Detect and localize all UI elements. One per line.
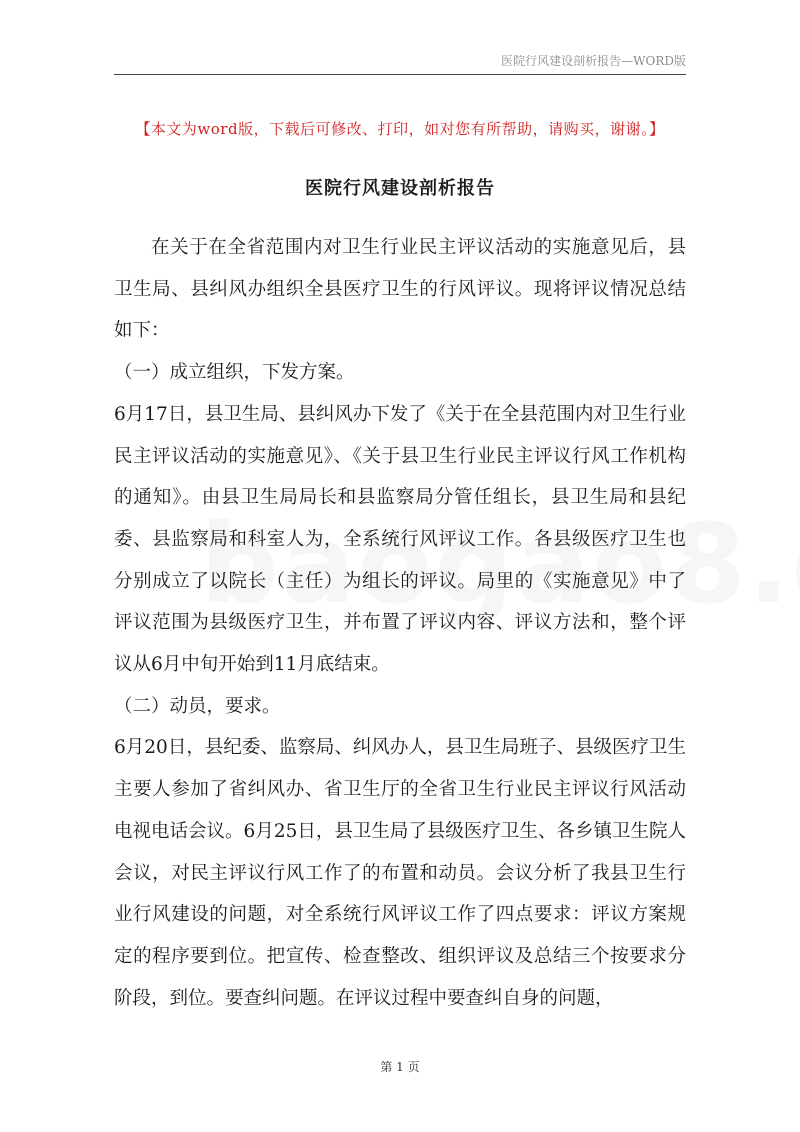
header-text: 医院行风建设剖析报告—WORD版	[501, 54, 686, 68]
document-body	[114, 227, 686, 1019]
page-header	[114, 52, 686, 75]
section-heading-1: （一）成立组织，下发方案。	[114, 362, 355, 384]
intro-paragraph: 在关于在全省范围内对卫生行业民主评议活动的实施意见后，县卫生局、县纠风办组织全县医疗卫生的行风评议。现将评议情况总结如下：	[114, 237, 686, 342]
section-heading-2: （二）动员，要求。	[114, 695, 281, 717]
page-number: 第 1 页	[380, 1060, 420, 1074]
body-paragraph: 6月17日，县卫生局、县纠风办下发了《关于在全县范围内对卫生行业民主评议活动的实施意见》、《关于县卫生行业民主评议行风工作机构的通知》。由县卫生局局长和县监察局分管任组长，县卫生局和县纪委、县监察局和科室人为，全系统行风评议工作。各县级医疗卫生也分别成立了以院长（主任）为组长的评议。局里的《实施意见》中了评议范围为县级医疗卫生，并布置了评议内容、评议方法和，整个评议从6月中旬开始到11月底结束。	[114, 403, 686, 676]
purchase-notice: 【本文为word版，下载后可修改、打印，如对您有所帮助，请购买，谢谢。】	[135, 120, 665, 138]
document-title: 医院行风建设剖析报告	[305, 178, 495, 199]
body-paragraph: 6月20日，县纪委、监察局、纠风办人，县卫生局班子、县级医疗卫生主要人参加了省纠风办、省卫生厅的全省卫生行业民主评议行风活动电视电话会议。6月25日，县卫生局了县级医疗卫生、各乡镇卫生院人会议，对民主评议行风工作了的布置和动员。会议分析了我县卫生行业行风建设的问题，对全系统行风评议工作了四点要求：评议方案规定的程序要到位。把宣传、检查整改、组织评议及总结三个按要求分阶段，到位。要查纠问题。在评议过程中要查纠自身的问题，	[114, 737, 686, 1009]
